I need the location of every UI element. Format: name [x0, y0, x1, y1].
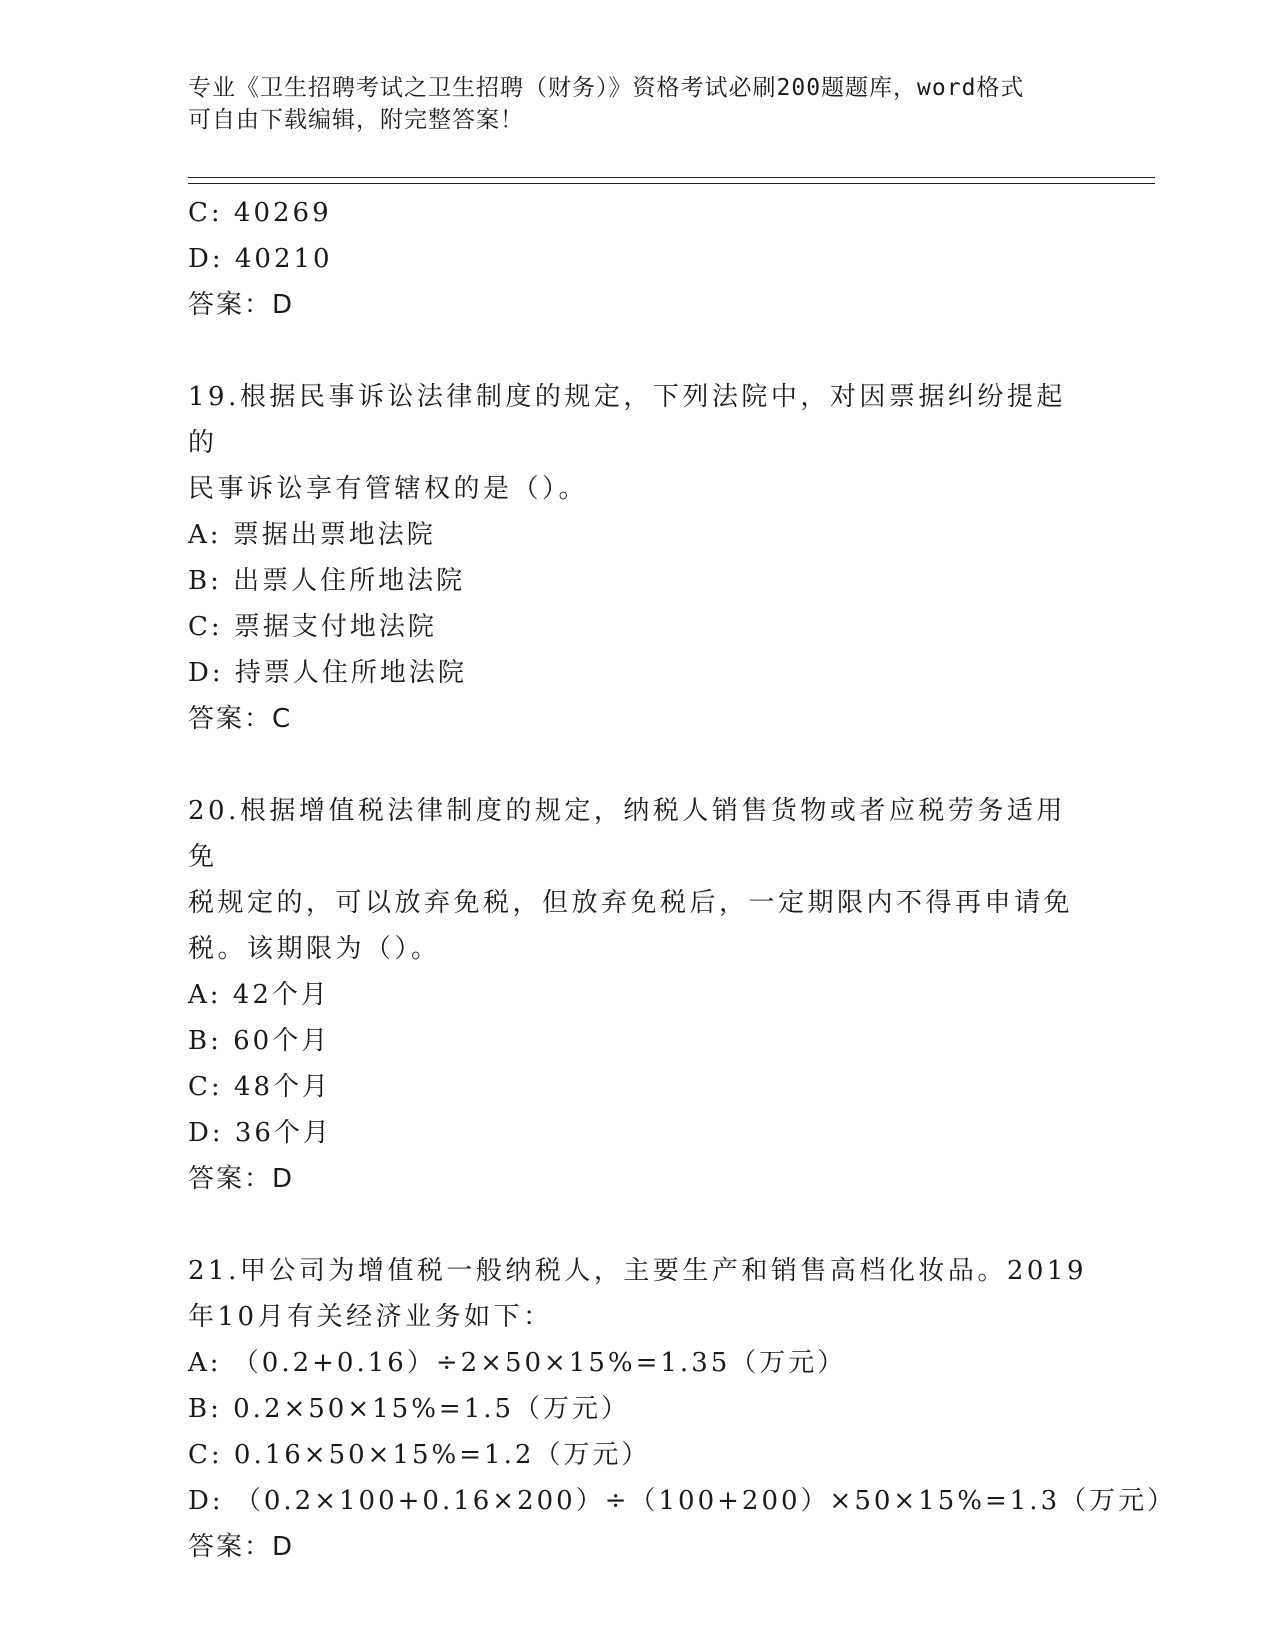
- question-20-stem-line-2: 税规定的，可以放弃免税，但放弃免税后，一定期限内不得再申请免: [188, 888, 1074, 918]
- question-20-stem-line-1: 20.根据增值税法律制度的规定，纳税人销售货物或者应税劳务适用免: [188, 796, 1066, 872]
- header-rule-bottom: [188, 183, 1155, 184]
- question-19-stem-line-1: 19.根据民事诉讼法律制度的规定，下列法院中，对因票据纠纷提起的: [188, 382, 1066, 458]
- question-21-stem-line-1: 21.甲公司为增值税一般纳税人，主要生产和销售高档化妆品。2019: [188, 1256, 1088, 1286]
- question-21-answer: 答案：D: [188, 1532, 295, 1562]
- header-rule-top: [188, 177, 1155, 178]
- question-18-option-d: D: 40210: [188, 244, 333, 274]
- header-title-line-2: 可自由下载编辑，附完整答案！: [188, 107, 524, 133]
- question-21: [188, 1248, 1177, 1570]
- question-19-answer: 答案：C: [188, 704, 293, 734]
- spacer: [188, 742, 1088, 788]
- spacer: [188, 328, 1088, 374]
- question-19: [188, 374, 1088, 742]
- question-21-stem-line-2: 年10月有关经济业务如下：: [188, 1302, 553, 1332]
- question-20-option-d: D: 36个月: [188, 1118, 332, 1148]
- spacer: [188, 1202, 1088, 1248]
- question-20-option-a: A: 42个月: [188, 980, 330, 1010]
- document-body: [188, 190, 1177, 1570]
- question-20: [188, 788, 1088, 1202]
- question-20-stem-line-3: 税。该期限为（）。: [188, 934, 441, 964]
- question-20-option-b: B: 60个月: [188, 1026, 331, 1056]
- question-21-option-d: D: （0.2×100+0.16×200）÷（100+200）×50×15%=1.3（万元）: [188, 1486, 1177, 1516]
- question-21-option-a: A: （0.2+0.16）÷2×50×15%=1.35（万元）: [188, 1348, 847, 1378]
- question-19-option-d: D: 持票人住所地法院: [188, 658, 467, 688]
- question-20-answer: 答案：D: [188, 1164, 295, 1194]
- question-21-option-c: C: 0.16×50×15%=1.2（万元）: [188, 1440, 651, 1470]
- question-18-option-c: C: 40269: [188, 198, 332, 228]
- question-18-tail: [188, 190, 1088, 328]
- question-19-option-a: A: 票据出票地法院: [188, 520, 436, 550]
- question-19-option-c: C: 票据支付地法院: [188, 612, 437, 642]
- question-19-option-b: B: 出票人住所地法院: [188, 566, 466, 596]
- question-19-stem-line-2: 民事诉讼享有管辖权的是（）。: [188, 474, 589, 504]
- question-18-answer: 答案：D: [188, 290, 295, 320]
- question-20-option-c: C: 48个月: [188, 1072, 332, 1102]
- question-21-option-b: B: 0.2×50×15%=1.5（万元）: [188, 1394, 631, 1424]
- document-header: [188, 72, 1068, 136]
- header-title-line-1: 专业《卫生招聘考试之卫生招聘（财务）》资格考试必刷200题题库，word格式: [188, 75, 1025, 101]
